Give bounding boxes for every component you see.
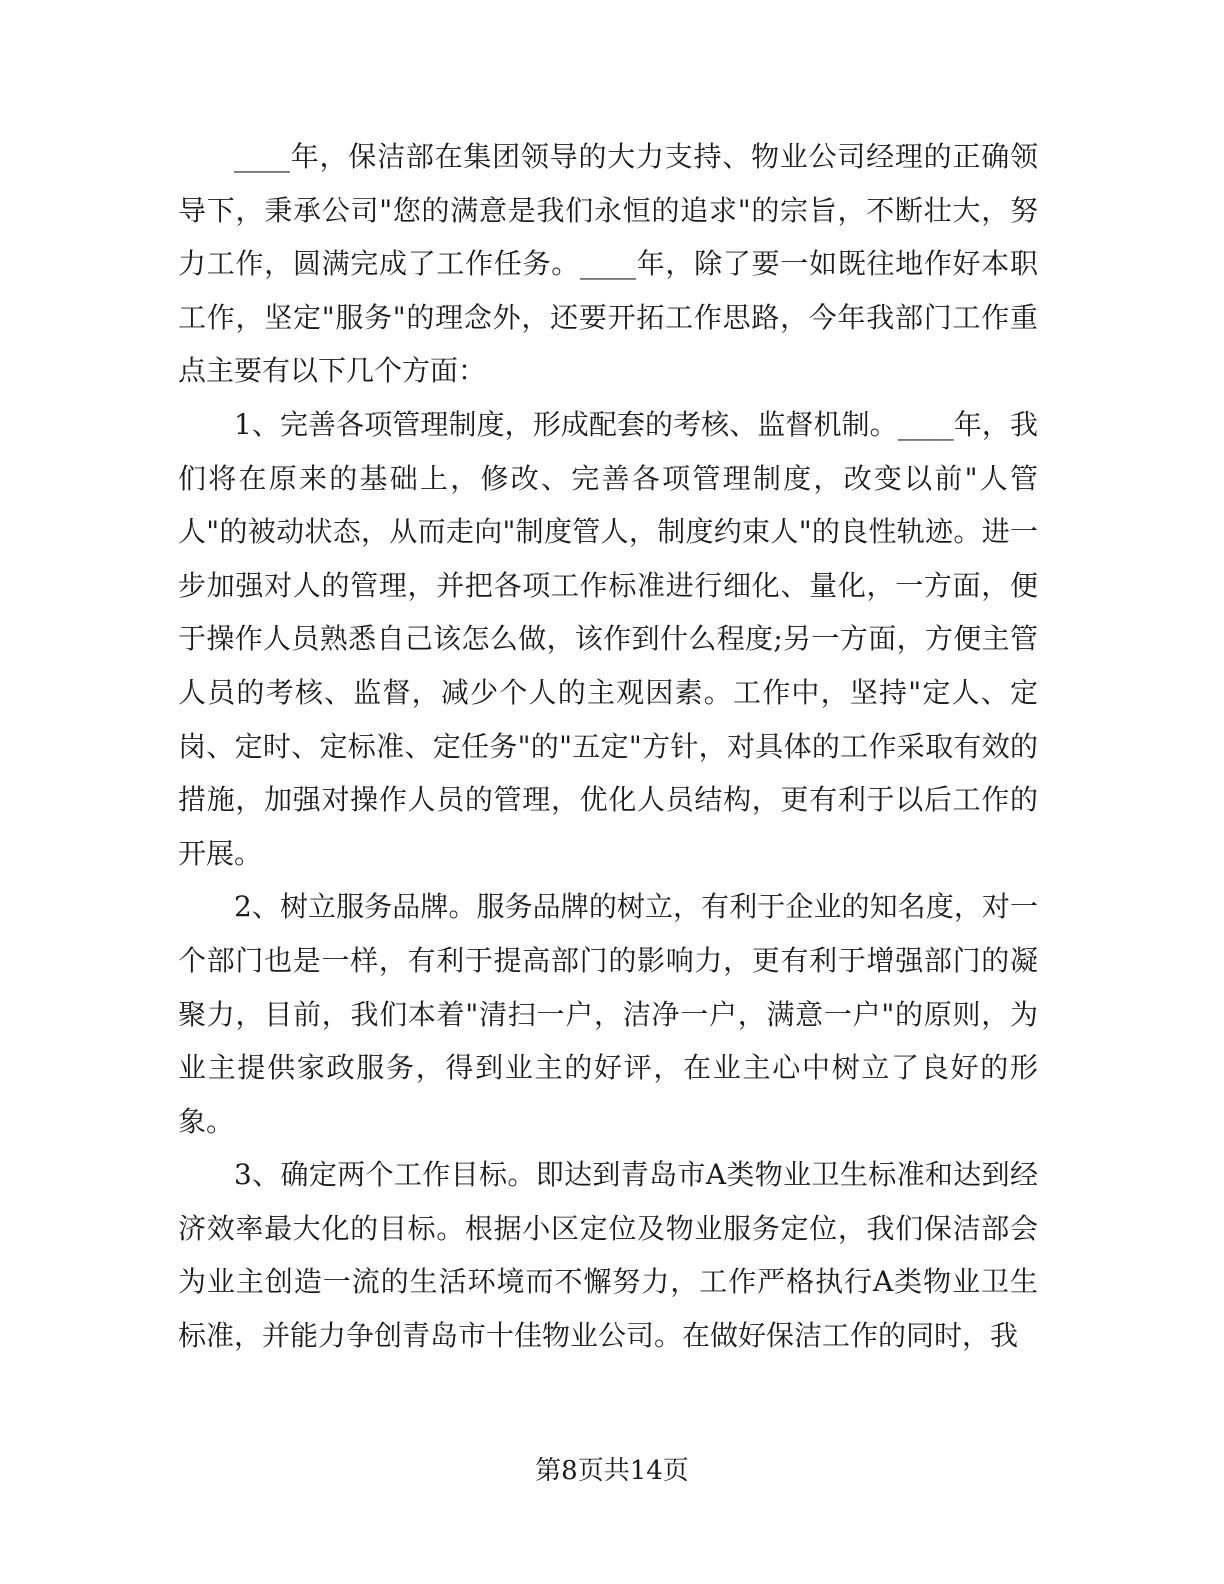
paragraph-item-3: 3、确定两个工作目标。即达到青岛市A类物业卫生标准和达到经济效率最大化的目标。根据小区定位及物业服务定位，我们保洁部会为业主创造一流的生活环境而不懈努力，工作严格执行A类物业卫生标准，并能力争创青岛市十佳物业公司。在做好保洁工作的同时，我	[178, 1158, 1038, 1353]
document-body	[178, 130, 1038, 1363]
paragraph-intro: ____年，保洁部在集团领导的大力支持、物业公司经理的正确领导下，秉承公司"您的满意是我们永恒的追求"的宗旨，不断壮大，努力工作，圆满完成了工作任务。____年，除了要一如既往地作好本职工作，坚定"服务"的理念外，还要开拓工作思路，今年我部门工作重点主要有以下几个方面：	[178, 140, 1038, 388]
paragraph-item-1: 1、完善各项管理制度，形成配套的考核、监督机制。____年，我们将在原来的基础上，修改、完善各项管理制度，改变以前"人管人"的被动状态，从而走向"制度管人，制度约束人"的良性轨迹。进一步加强对人的管理，并把各项工作标准进行细化、量化，一方面，便于操作人员熟悉自己该怎么做，该作到什么程度;另一方面，方便主管人员的考核、监督，减少个人的主观因素。工作中，坚持"定人、定岗、定时、定标准、定任务"的"五定"方针，对具体的工作采取有效的措施，加强对操作人员的管理，优化人员结构，更有利于以后工作的开展。	[178, 407, 1038, 870]
paragraph-item-2: 2、树立服务品牌。服务品牌的树立，有利于企业的知名度，对一个部门也是一样，有利于提高部门的影响力，更有利于增强部门的凝聚力，目前，我们本着"清扫一户，洁净一户，满意一户"的原则，为业主提供家政服务，得到业主的好评，在业主心中树立了良好的形象。	[178, 890, 1038, 1138]
page-number-footer: 第8页共14页	[535, 1456, 689, 1486]
